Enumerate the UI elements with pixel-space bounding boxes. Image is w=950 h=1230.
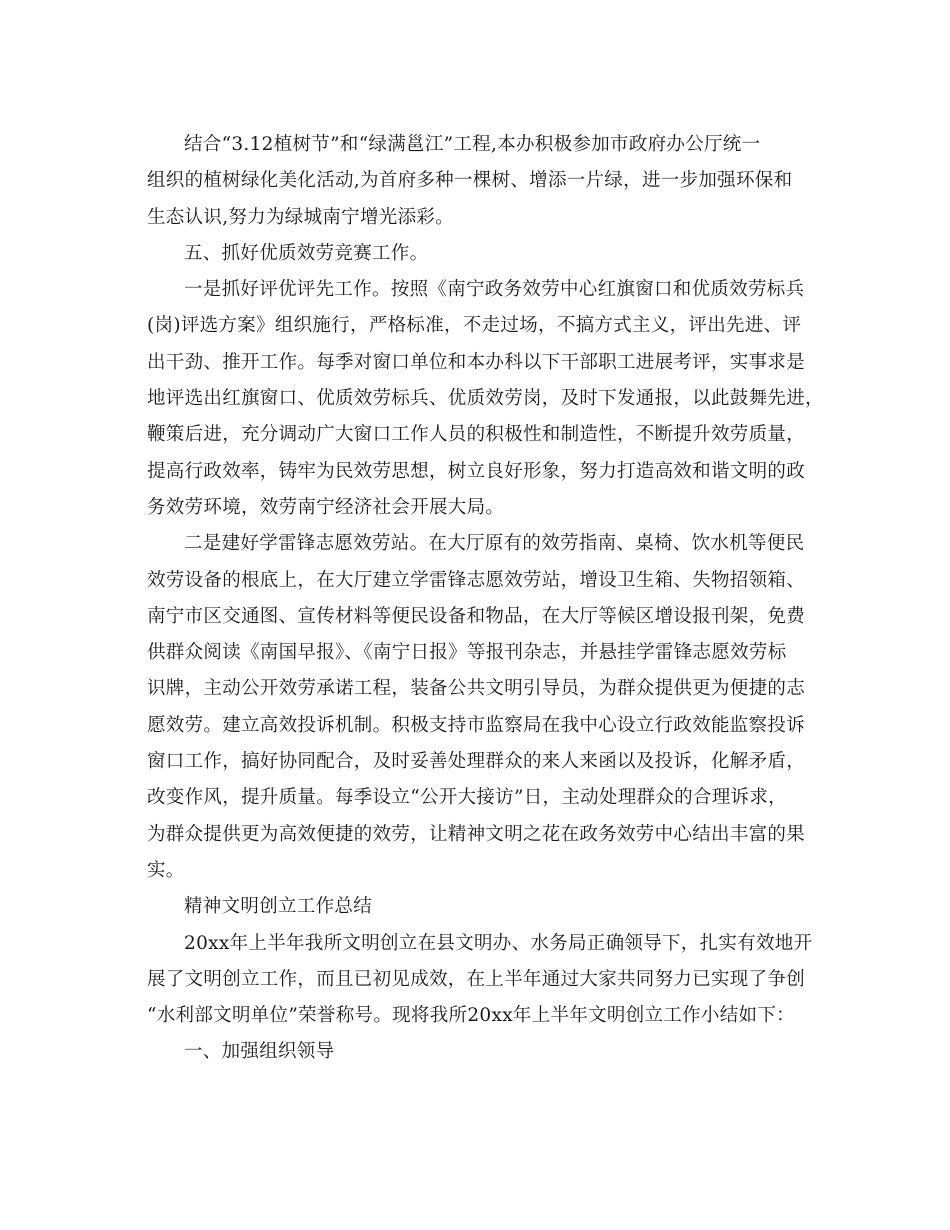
text-line: 一、加强组织领导	[184, 1041, 335, 1063]
text-line: 南宁市区交通图、宣传材料等便民设备和物品，在大厅等候区增设报刊架，免费	[147, 605, 806, 627]
text-line: 供群众阅读《南国早报》、《南宁日报》等报刊杂志，并悬挂学雷锋志愿效劳标	[147, 642, 787, 664]
text-line: 鞭策后进，充分调动广大窗口工作人员的积极性和制造性，不断提升效劳质量，	[147, 424, 806, 446]
text-line: 二是建好学雷锋志愿效劳站。在大厅原有的效劳指南、桌椅、饮水机等便民	[184, 533, 805, 555]
text-line: 改变作风，提升质量。每季设立“公开大接访”日，主动处理群众的合理诉求，	[147, 787, 787, 809]
paragraph-volunteer-station	[147, 526, 807, 889]
text-line: 愿效劳。建立高效投诉机制。积极支持市监察局在我中心设立行政效能监察投诉	[147, 714, 806, 736]
text-line: 务效劳环境，效劳南宁经济社会开展大局。	[147, 496, 505, 518]
text-line: 出干劲、推开工作。每季对窗口单位和本办科以下干部职工进展考评，实事求是	[147, 351, 806, 373]
text-line: 窗口工作，搞好协同配合，及时妥善处理群众的来人来函以及投诉，化解矛盾，	[147, 751, 806, 773]
text-line: 20xx年上半年我所文明创立在县文明办、水务局正确领导下，扎实有效地开	[184, 932, 813, 954]
paragraph-tree-planting	[147, 127, 807, 236]
text-line: 组织的植树绿化美化活动,为首府多种一棵树、增添一片绿，进一步加强环保和	[147, 170, 793, 192]
text-line: 效劳设备的根底上，在大厅建立学雷锋志愿效劳站，增设卫生箱、失物招领箱、	[147, 569, 806, 591]
text-line: 精神文明创立工作总结	[184, 896, 373, 918]
text-line: 一是抓好评优评先工作。按照《南宁政务效劳中心红旗窗口和优质效劳标兵	[184, 279, 805, 301]
text-line: 地评选出红旗窗口、优质效劳标兵、优质效劳岗，及时下发通报，以此鼓舞先进，	[147, 388, 824, 410]
paragraph-evaluation	[147, 272, 824, 526]
text-line: 五、抓好优质效劳竞赛工作。	[184, 242, 429, 264]
text-line: 为群众提供更为高效便捷的效劳，让精神文明之花在政务效劳中心结出丰富的果	[147, 823, 806, 845]
text-line: 识牌，主动公开效劳承诺工程，装备公共文明引导员，为群众提供更为便捷的志	[147, 678, 806, 700]
text-line: 生态认识,努力为绿城南宁增光添彩。	[147, 206, 454, 228]
text-line: 实。	[147, 859, 185, 881]
paragraph-summary-intro	[147, 926, 813, 1035]
section-heading-one	[147, 1034, 807, 1070]
text-line: 提高行政效率，铸牢为民效劳思想，树立良好形象，努力打造高效和谐文明的政	[147, 460, 806, 482]
text-line: (岗)评选方案》组织施行，严格标准，不走过场，不搞方式主义，评出先进、评	[147, 315, 802, 337]
document-subtitle	[147, 889, 807, 925]
text-line: 结合“3.12植树节”和“绿满邕江”工程,本办积极参加市政府办公厅统一	[184, 134, 761, 155]
section-heading-five	[147, 236, 807, 272]
document-body	[147, 127, 824, 1071]
text-line: “水利部文明单位”荣誉称号。现将我所20xx年上半年文明创立工作小结如下：	[147, 1005, 795, 1027]
text-line: 展了文明创立工作，而且已初见成效，在上半年通过大家共同努力已实现了争创	[147, 968, 806, 990]
